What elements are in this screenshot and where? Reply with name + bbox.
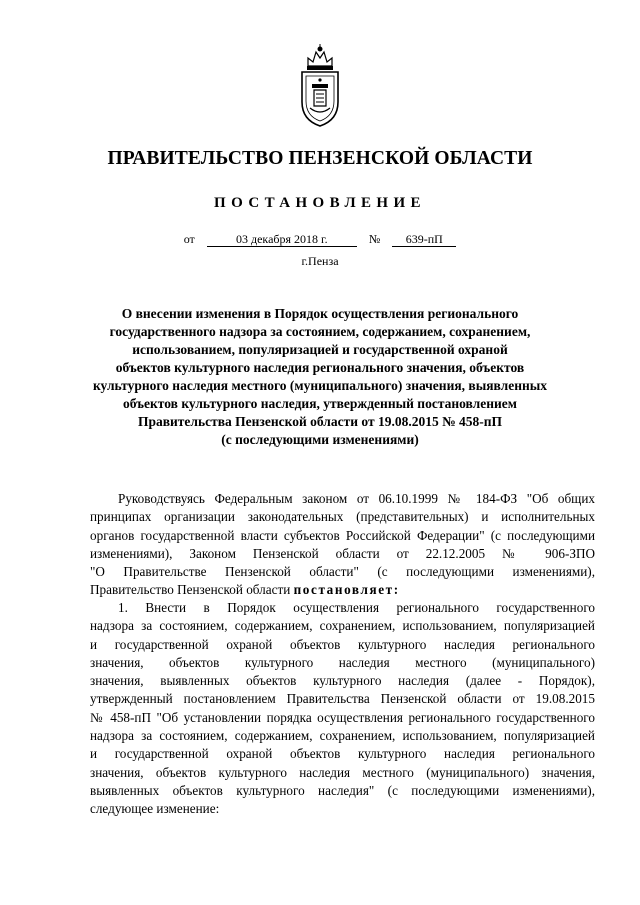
body-line: утвержденный постановлением Правительства Пензенской области от 19.08.2015 <box>90 691 595 707</box>
body-line: органов государственной власти субъектов Российской Федерации" (с последующими <box>90 527 595 543</box>
coat-of-arms-icon <box>298 44 342 128</box>
body-line: принципах организации законодательных (представительных) и исполнительных <box>90 509 595 525</box>
body-line: значения, объектов культурного наследия местного (муниципального) значения, <box>90 764 595 780</box>
heading-line: культурного наследия местного (муниципального) значения, выявленных <box>92 378 548 393</box>
heading-line: объектов культурного наследия регионального значения, объектов <box>115 360 525 375</box>
document-heading <box>90 305 550 449</box>
heading-line: О внесении изменения в Порядок осуществления регионального <box>121 306 519 321</box>
resolves-word: постановляет: <box>293 582 400 598</box>
document-date: 03 декабря 2018 г. <box>207 233 357 247</box>
heading-line: объектов культурного наследия, утвержденный постановлением <box>123 396 517 411</box>
body-line: "О Правительстве Пензенской области" (с последующими изменениями), <box>90 564 595 580</box>
body-line: выявленных объектов культурного наследия" (с последующими изменениями), <box>90 782 595 798</box>
preamble-paragraph <box>90 490 595 600</box>
authority-title: ПРАВИТЕЛЬСТВО ПЕНЗЕНСКОЙ ОБЛАСТИ <box>107 148 533 169</box>
body-line <box>90 581 595 599</box>
clause-1-paragraph <box>90 599 595 819</box>
heading-line: (с последующими изменениями) <box>221 432 419 447</box>
heading-line: Правительства Пензенской области от 19.08.2015 № 458-пП <box>137 414 503 429</box>
body-line: надзора за состоянием, содержанием, сохранением, использованием, популяризацией <box>90 728 595 744</box>
city-name: г.Пенза <box>301 254 339 268</box>
document-number: 639-пП <box>392 233 456 247</box>
body-line: изменениями), Законом Пензенской области от 22.12.2005 № 906-ЗПО <box>90 545 595 561</box>
number-sign: № <box>368 232 381 246</box>
body-line: 1. Внести в Порядок осуществления регионального государственного <box>118 600 595 615</box>
body-line: следующее изменение: <box>90 801 220 817</box>
body-line: значения, выявленных объектов культурного наследия (далее - Порядок), <box>90 673 595 689</box>
heading-line: использованием, популяризацией и государственной охраной <box>132 342 508 357</box>
resolution-subject: Правительство Пензенской области <box>90 582 291 598</box>
body-line: № 458-пП "Об установлении порядка осуществления регионального государственного <box>90 709 595 725</box>
body-line: Руководствуясь Федеральным законом от 06.10.1999 № 184-ФЗ "Об общих <box>118 491 595 506</box>
body-line: значения, объектов культурного наследия местного (муниципального) <box>90 654 595 670</box>
body-line: и государственной охраной объектов культурного наследия регионального <box>90 746 595 762</box>
document-type: ПОСТАНОВЛЕНИЕ <box>214 195 426 211</box>
body-line: надзора за состоянием, содержанием, сохранением, использованием, популяризацией <box>90 618 595 634</box>
body-line: и государственной охраной объектов культурного наследия регионального <box>90 636 595 652</box>
heading-line: государственного надзора за состоянием, содержанием, сохранением, <box>109 324 531 339</box>
date-number-line <box>0 232 640 247</box>
date-prefix: от <box>183 232 195 246</box>
